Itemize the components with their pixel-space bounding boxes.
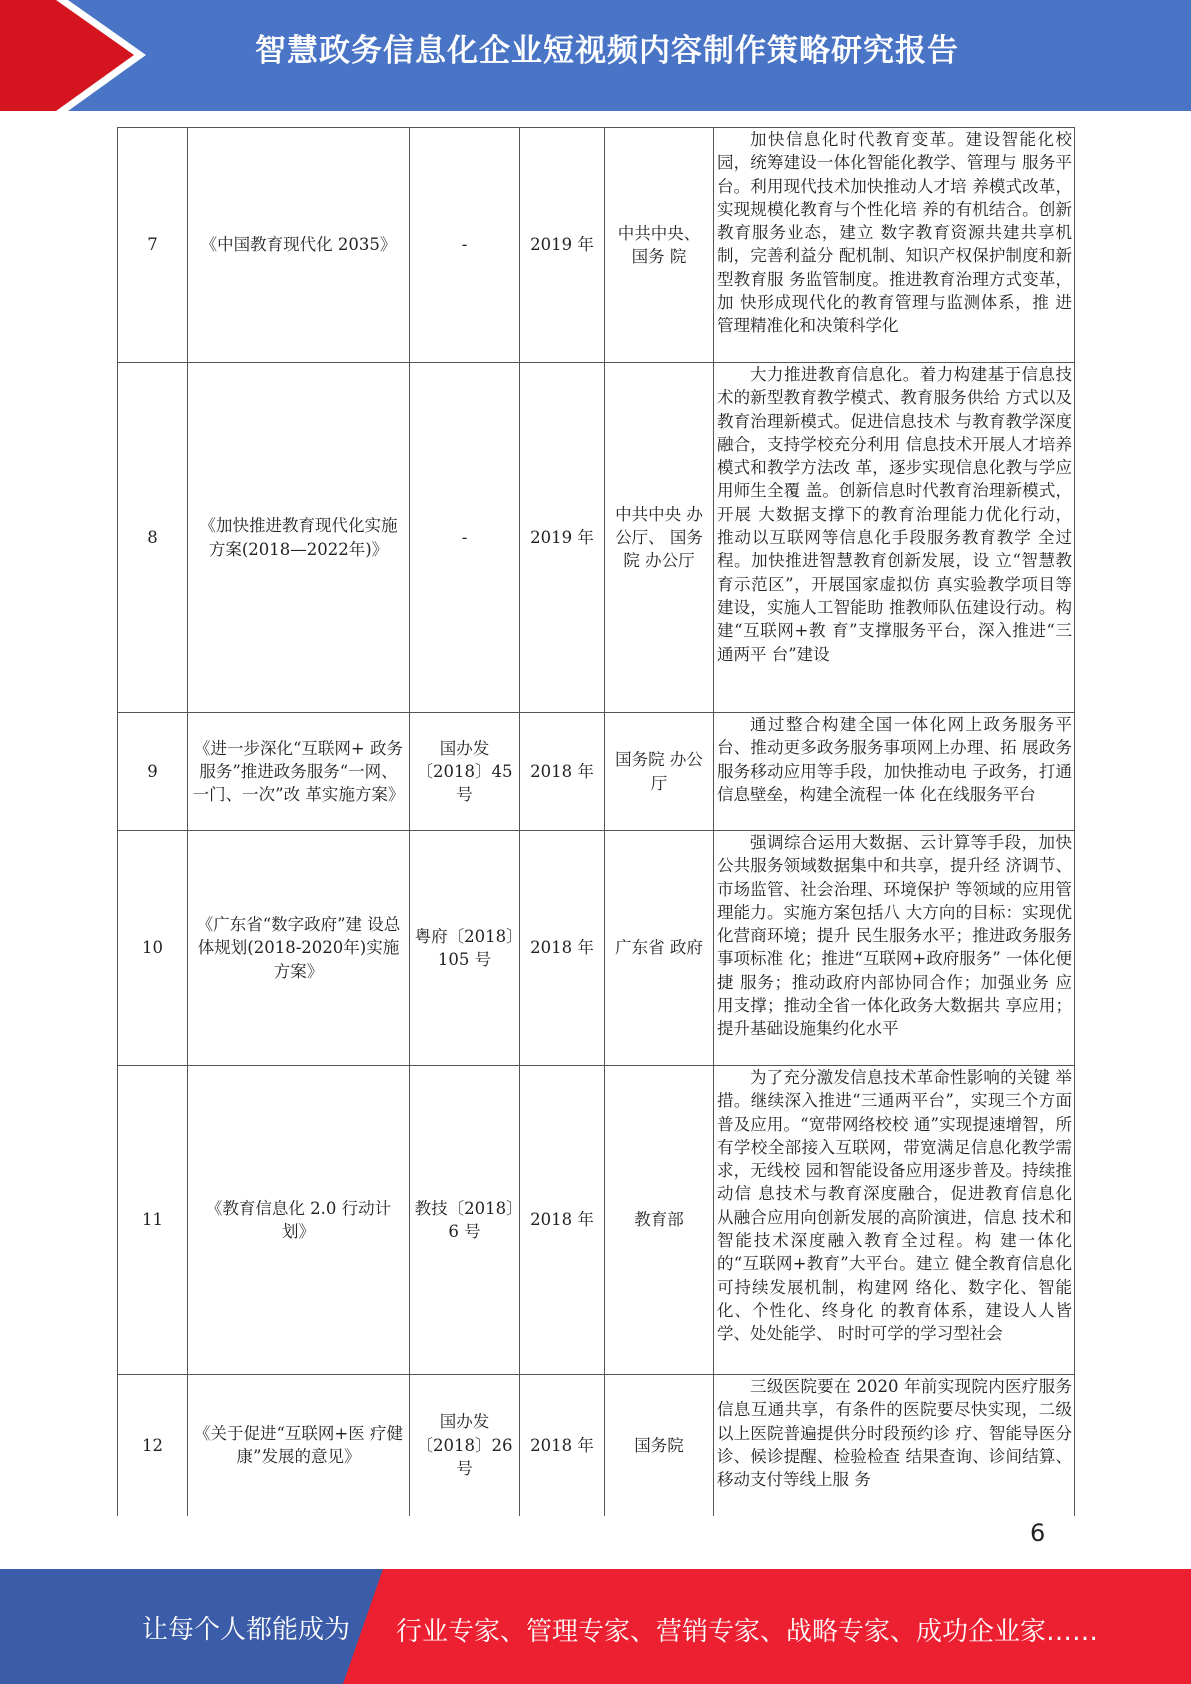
policy-content: 加快信息化时代教育变革。建设智能化校园，统筹建设一体化智能化教学、管理与 服务平台。利用现代技术加快推动人才培 养模式改革，实现规模化教育与个性化培 养的有机结合。创新教育服务业态，建立 数字教育资源共建共享机制，完善利益分 配机制、知识产权保护制度和新型教育服 务监管制度。推进教育治理方式变革，加 快形成现代化的教育管理与监测体系，推 进管理精准化和决策科学化 (714, 128, 1075, 363)
document-number: 教技〔2018〕6 号 (410, 1066, 520, 1375)
issuing-body: 中共中央 办公厅、 国务院 办公厅 (605, 363, 714, 713)
row-number: 8 (118, 363, 188, 713)
document-number: 国办发〔2018〕45 号 (410, 713, 520, 831)
issue-year: 2018 年 (520, 1066, 605, 1375)
policy-name: 《教育信息化 2.0 行动计 划》 (188, 1066, 410, 1375)
issue-year: 2019 年 (520, 128, 605, 363)
issuing-body: 中共中央、国务 院 (605, 128, 714, 363)
policy-content: 强调综合运用大数据、云计算等手段，加快公共服务领域数据集中和共享，提升经 济调节、市场监管、社会治理、环境保护 等领域的应用管理能力。实施方案包括八 大方向的目标：实现优化营商环境；提升 民生服务水平；推进政务服务事项标准 化；推进“互联网+政府服务” 一体化便捷 服务；推动政府内部协同合作；加强业务 应用支撑；推动全省一体化政务大数据共 享应用；提升基础设施集约化水平 (714, 831, 1075, 1066)
policy-name: 《中国教育现代化 2035》 (188, 128, 410, 363)
policy-name: 《进一步深化“互联网+ 政务服务”推进政务服务“一网、一门、一次”改 革实施方案》 (188, 713, 410, 831)
row-number: 9 (118, 713, 188, 831)
page-footer (0, 1569, 1191, 1684)
issuing-body: 广东省 政府 (605, 831, 714, 1066)
table-row (118, 128, 1075, 363)
policy-content: 大力推进教育信息化。着力构建基于信息技术的新型教育教学模式、教育服务供给 方式以及教育治理新模式。促进信息技术 与教育教学深度融合，支持学校充分利用 信息技术开展人才培养模式和教学方法改 革，逐步实现信息化教与学应用师生全覆 盖。创新信息时代教育治理新模式，开展 大数据支撑下的教育治理能力优化行动， 推动以互联网等信息化手段服务教育教学 全过程。加快推进智慧教育创新发展，设 立“智慧教育示范区”，开展国家虚拟仿 真实验教学项目等建设，实施人工智能助 推教师队伍建设行动。构建“互联网+教 育”支撑服务平台，深入推进“三通两平 台”建设 (714, 363, 1075, 713)
policy-content: 通过整合构建全国一体化网上政务服务平 台、推动更多政务服务事项网上办理、拓 展政务服务移动应用等手段，加快推动电 子政务，打通信息壁垒，构建全流程一体 化在线服务平台 (714, 713, 1075, 831)
policy-name: 《加快推进教育现代化实施方案(2018—2022年)》 (188, 363, 410, 713)
report-title: 智慧政务信息化企业短视频内容制作策略研究报告 (255, 33, 959, 69)
issue-year: 2018 年 (520, 831, 605, 1066)
row-number: 7 (118, 128, 188, 363)
issue-year: 2018 年 (520, 1375, 605, 1516)
footer-slogan-left: 让每个人都能成为 (142, 1615, 351, 1645)
policy-content: 三级医院要在 2020 年前实现院内医疗服务 信息互通共享，有条件的医院要尽快实现，二级以上医院普遍提供分时段预约诊 疗、智能导医分诊、候诊提醒、检验检查 结果查询、诊间结算、移动支付等线上服 务 (714, 1375, 1075, 1516)
issue-year: 2019 年 (520, 363, 605, 713)
table-row (118, 831, 1075, 1066)
issue-year: 2018 年 (520, 713, 605, 831)
page-number: 6 (1030, 1519, 1046, 1547)
page-header (0, 0, 1191, 111)
issuing-body: 教育部 (605, 1066, 714, 1375)
row-number: 11 (118, 1066, 188, 1375)
table-row (118, 713, 1075, 831)
policy-name: 《关于促进“互联网+医 疗健康”发展的意见》 (188, 1375, 410, 1516)
issuing-body: 国务院 (605, 1375, 714, 1516)
policy-content: 为了充分激发信息技术革命性影响的关键 举措。继续深入推进“三通两平台”，实现三个方面普及应用。“宽带网络校校 通”实现提速增智，所有学校全部接入互联网，带宽满足信息化教学需求，无线校 园和智能设备应用逐步普及。持续推动信 息技术与教育深度融合，促进教育信息化 从融合应用向创新发展的高阶演进，信息 技术和智能技术深度融入教育全过程。构 建一体化的“互联网+教育”大平台。建立 健全教育信息化可持续发展机制，构建网 络化、数字化、智能化、个性化、终身化 的教育体系，建设人人皆学、处处能学、 时时可学的学习型社会 (714, 1066, 1075, 1375)
row-number: 12 (118, 1375, 188, 1516)
row-number: 10 (118, 831, 188, 1066)
footer-slogan-right: 行业专家、管理专家、营销专家、战略专家、成功企业家…… (396, 1617, 1099, 1647)
header-arrow-decoration (0, 0, 160, 111)
table-row (118, 363, 1075, 713)
table-row (118, 1375, 1075, 1516)
document-number: - (410, 363, 520, 713)
policy-table (117, 127, 1075, 1516)
document-number: - (410, 128, 520, 363)
document-number: 国办发〔2018〕26 号 (410, 1375, 520, 1516)
table-row (118, 1066, 1075, 1375)
document-number: 粤府〔2018〕105 号 (410, 831, 520, 1066)
issuing-body: 国务院 办公厅 (605, 713, 714, 831)
policy-name: 《广东省“数字政府”建 设总体规划(2018-2020年)实施方案》 (188, 831, 410, 1066)
